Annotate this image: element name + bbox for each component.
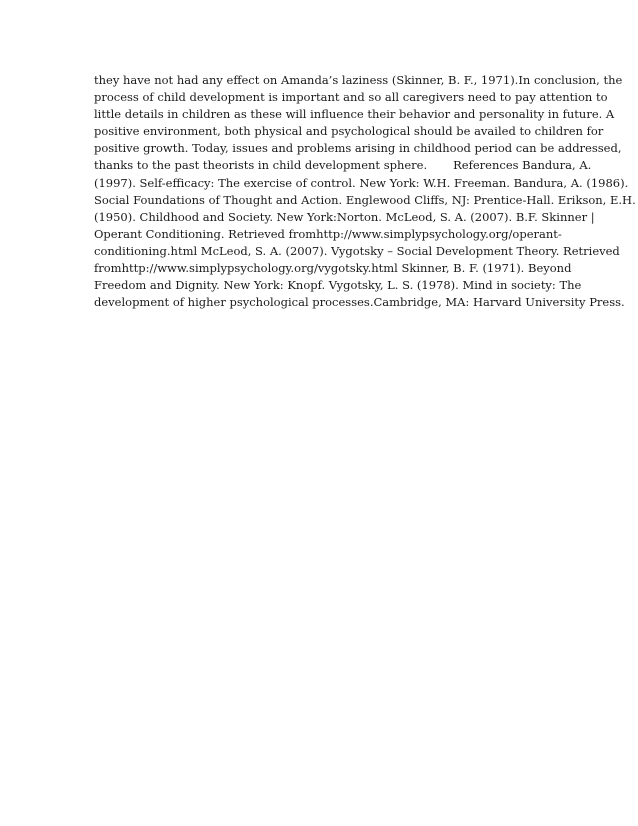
text-line-2: process of child development is important and so all caregivers need to pay attention to (94, 90, 608, 105)
conclusion-end-text: thanks to the past theorists in child development sphere. (94, 158, 428, 173)
text-line-5: positive growth. Today, issues and problems arising in childhood period can be addressed, (94, 141, 622, 156)
text-line-12: fromhttp://www.simplypsychology.org/vygotsky.html Skinner, B. F. (1971). Beyond (94, 261, 572, 276)
text-line-13: Freedom and Dignity. New York: Knopf. Vygotsky, L. S. (1978). Mind in society: The (94, 278, 582, 293)
text-line-7: (1997). Self-efficacy: The exercise of control. New York: W.H. Freeman. Bandura, A. (1986). (94, 175, 629, 190)
text-line-1: they have not had any effect on Amanda’s laziness (Skinner, B. F., 1971).In conclusion, the (94, 73, 623, 87)
body-text (94, 72, 636, 311)
text-line-6 (94, 157, 592, 174)
text-line-3: little details in children as these will influence their behavior and personality in future. A (94, 107, 615, 122)
text-line-11: conditioning.html McLeod, S. A. (2007). Vygotsky – Social Development Theory. Retrieved (94, 243, 620, 258)
text-line-8: Social Foundations of Thought and Action. Englewood Cliffs, NJ: Prentice-Hall. Erikson, E.H. (94, 192, 636, 207)
text-line-10: Operant Conditioning. Retrieved fromhttp://www.simplypsychology.org/operant- (94, 226, 562, 241)
text-line-14: development of higher psychological processes.Cambridge, MA: Harvard University Press. (94, 295, 625, 310)
references-heading: References Bandura, A. (453, 158, 592, 173)
text-line-9: (1950). Childhood and Society. New York:Norton. McLeod, S. A. (2007). B.F. Skinner | (94, 209, 595, 224)
text-line-4: positive environment, both physical and psychological should be availed to children for (94, 124, 604, 139)
